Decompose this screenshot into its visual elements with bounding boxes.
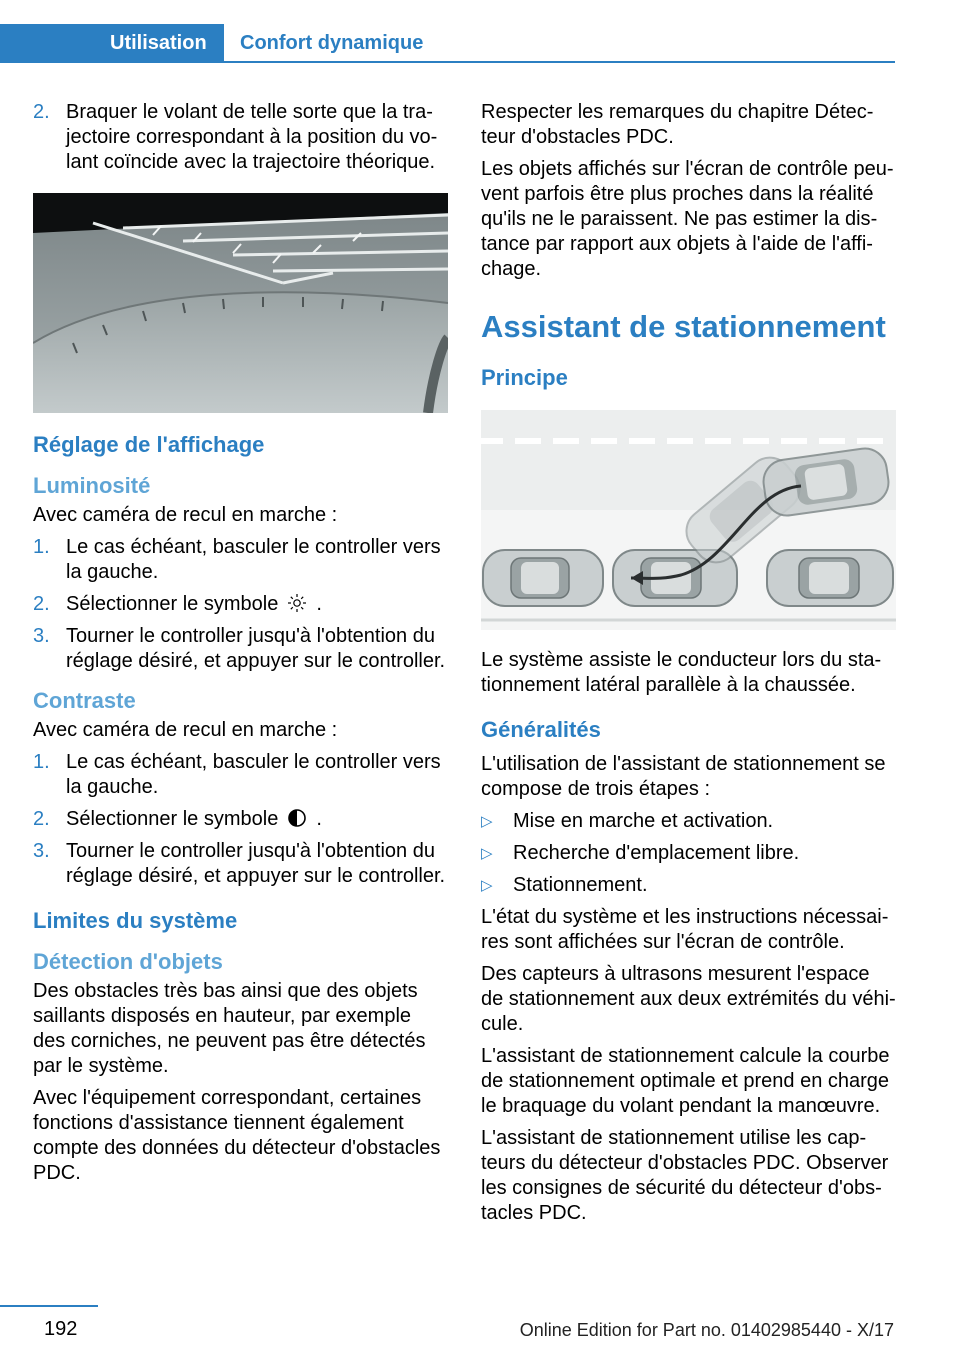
rear-camera-image [33, 193, 448, 413]
detection-paragraph-1: Des obstacles très bas ainsi que des objets saillants disposés en hauteur, par exemple des corniches, ne peuvent pas être détectés par le système. [33, 980, 426, 1077]
heading-reglage: Réglage de l'affichage [33, 432, 265, 457]
principe-paragraph: Le système assiste le conducteur lors du stationnement latéral parallèle à la chaussée. [481, 649, 882, 696]
generalites-intro: L'utilisation de l'assistant de stationnement se compose de trois étapes : [481, 753, 886, 800]
footer-rule [0, 1305, 98, 1307]
parked-car-right [767, 550, 893, 606]
left-column [33, 100, 448, 1193]
heading-luminosite: Luminosité [33, 473, 151, 498]
heading-principe: Principe [481, 365, 568, 390]
step-text: Sélectionner le symbole [66, 808, 279, 830]
edition-note: Online Edition for Part no. 01402985440 - X/17 [519, 1320, 894, 1340]
heading-limites: Limites du système [33, 908, 238, 933]
step-number: 2. [33, 808, 50, 830]
step-number: 1. [33, 751, 50, 773]
list-item [33, 100, 448, 175]
contrast-icon [284, 808, 310, 828]
list-item [33, 839, 448, 889]
objects-distance-paragraph: Les objets affichés sur l'écran de contrôle peuvent parfois être plus proches dans la réalité qu'ils ne le paraissent. Ne pas estimer la distance par rapport aux objets à l'aide de l'affichage. [481, 158, 894, 280]
list-item [33, 535, 448, 585]
list-item [33, 807, 448, 832]
heading-generalites: Généralités [481, 717, 601, 742]
heading-contraste: Contraste [33, 688, 136, 713]
page-header [0, 0, 960, 64]
step-text: Le cas échéant, basculer le controller vers la gauche. [66, 536, 441, 583]
etat-paragraph: L'état du système et les instructions nécessaires sont affichées sur l'écran de contrôle. [481, 906, 889, 953]
step-number: 3. [33, 625, 50, 647]
tab-utilisation: Utilisation [0, 24, 224, 62]
sun-icon [284, 593, 310, 613]
triangle-bullet-icon: ▷ [481, 813, 493, 830]
pdc-remarks-paragraph: Respecter les remarques du chapitre Détecteur d'obstacles PDC. [481, 101, 874, 148]
step-text-end: . [316, 808, 322, 830]
step-text: Tourner le controller jusqu'à l'obtention du réglage désiré, et appuyer sur le controller. [66, 625, 446, 672]
contraste-intro: Avec caméra de recul en marche : [33, 719, 338, 741]
heading-detection: Détection d'objets [33, 949, 223, 974]
step-text: Le cas échéant, basculer le controller vers la gauche. [66, 751, 441, 798]
tab-confort-dynamique: Confort dynamique [240, 32, 424, 54]
contraste-steps [33, 750, 448, 889]
page-number: 192 [44, 1318, 78, 1340]
right-column [481, 100, 896, 1233]
luminosite-steps [33, 535, 448, 674]
bullet-text: Mise en marche et activation. [513, 810, 774, 832]
list-item [481, 809, 896, 834]
bullet-text: Stationnement. [513, 874, 648, 896]
capteurs-paragraph: Des capteurs à ultrasons mesurent l'espace de stationnement aux deux extrémités du véhicule. [481, 963, 896, 1035]
list-item [33, 624, 448, 674]
header-rule [0, 61, 895, 63]
heading-assistant-stationnement: Assistant de stationnement [481, 309, 886, 344]
list-item [33, 592, 448, 617]
step-number: 3. [33, 840, 50, 862]
triangle-bullet-icon: ▷ [481, 845, 493, 862]
steering-steps [33, 100, 448, 175]
list-item [33, 750, 448, 800]
parked-car-left [483, 550, 603, 606]
step-number: 2. [33, 101, 50, 123]
triangle-bullet-icon: ▷ [481, 877, 493, 894]
step-text-end: . [316, 593, 322, 615]
parking-diagram [481, 410, 896, 630]
list-item [481, 841, 896, 866]
luminosite-intro: Avec caméra de recul en marche : [33, 504, 338, 526]
step-number: 2. [33, 593, 50, 615]
generalites-steps [481, 809, 896, 898]
utilise-paragraph: L'assistant de stationnement utilise les capteurs du détecteur d'obstacles PDC. Observer les consignes de sécurité du détecteur d'obstacles PDC. [481, 1127, 889, 1224]
bullet-text: Recherche d'emplacement libre. [513, 842, 800, 864]
list-item [481, 873, 896, 898]
step-text: Sélectionner le symbole [66, 593, 279, 615]
step-text: Tourner le controller jusqu'à l'obtention du réglage désiré, et appuyer sur le controller. [66, 840, 446, 887]
step-number: 1. [33, 536, 50, 558]
step-text: Braquer le volant de telle sorte que la trajectoire correspondant à la position du volant coïncide avec la trajectoire théorique. [66, 101, 438, 173]
detection-paragraph-2: Avec l'équipement correspondant, certaines fonctions d'assistance tiennent également compte des données du détecteur d'obstacles PDC. [33, 1087, 441, 1184]
calcule-paragraph: L'assistant de stationnement calcule la courbe de stationnement optimale et prend en charge le braquage du volant pendant la manœuvre. [481, 1045, 890, 1117]
